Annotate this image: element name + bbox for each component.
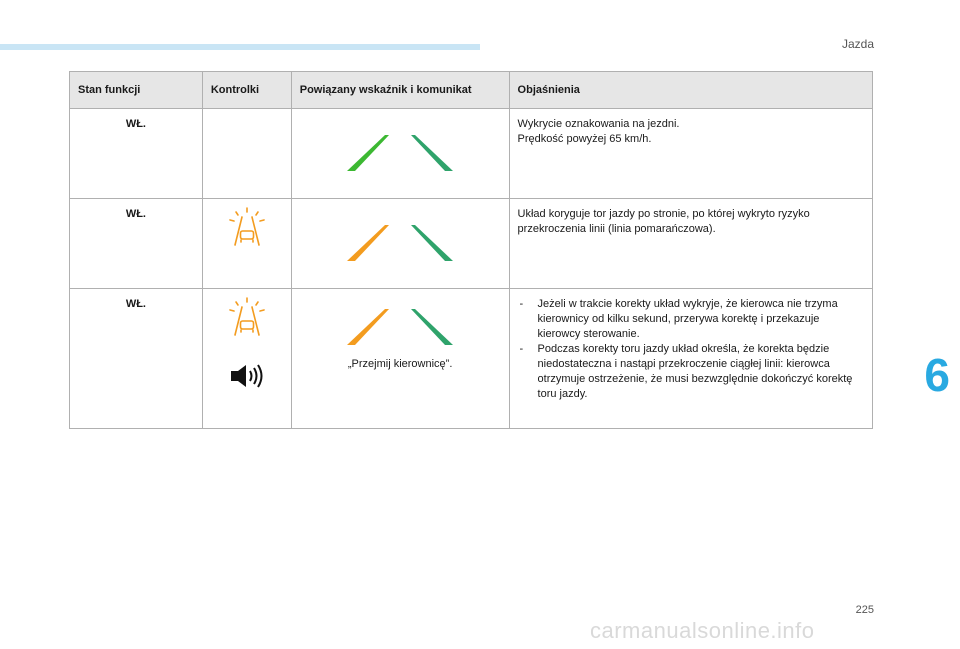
table-row: [70, 289, 873, 429]
indicator-cell: [202, 199, 291, 289]
lane-lines-cell: [291, 289, 509, 429]
header-related-indicator: Powiązany wskaźnik i komunikat: [291, 72, 509, 109]
state-cell: WŁ.: [70, 109, 203, 199]
chapter-number: 6: [924, 349, 950, 401]
state-cell: WŁ.: [70, 289, 203, 429]
header-state: Stan funkcji: [70, 72, 203, 109]
lane-lines-icon: [345, 133, 455, 173]
state-cell: WŁ.: [70, 199, 203, 289]
indicator-cell: [202, 289, 291, 429]
speaker-sound-icon: [229, 363, 265, 389]
lane-lines-icon: [345, 307, 455, 347]
explanation-cell: [509, 109, 872, 199]
explanation-list: [518, 297, 864, 402]
lane-lines-cell: [291, 109, 509, 199]
header-accent-bar: [0, 44, 480, 50]
page-number: 225: [855, 604, 874, 616]
explanation-line: Wykrycie oznakowania na jezdni.: [517, 118, 680, 130]
explanation-cell: [509, 289, 872, 429]
table-row: [70, 109, 873, 199]
section-title: Jazda: [841, 37, 874, 51]
indicator-cell: [202, 109, 291, 199]
lane-keep-warning-icon: [228, 297, 266, 337]
explanation-line: Prędkość powyżej 65 km/h.: [517, 133, 652, 145]
lane-lines-cell: [291, 199, 509, 289]
header-explanation: Objaśnienia: [509, 72, 872, 109]
header-indicators: Kontrolki: [202, 72, 291, 109]
lane-lines-icon: [345, 223, 455, 263]
explanation-cell: [509, 199, 872, 289]
warning-message: „Przejmij kierownicę”.: [347, 358, 453, 370]
watermark: carmanualsonline.info: [590, 618, 815, 643]
explanation-line: Układ koryguje tor jazdy po stronie, po której wykryto ryzyko przekroczenia linii (linia pomarańczowa).: [517, 208, 810, 235]
table-header-row: [70, 72, 873, 109]
lane-keep-warning-icon: [228, 207, 266, 247]
list-item: - Jeżeli w trakcie korekty układ wykryje, że kierowca nie trzyma kierownicy od kilku sekund, przerywa korektę i przekazuje kierowcy sterowanie.: [518, 297, 864, 342]
table-row: [70, 199, 873, 289]
list-item: - Podczas korekty toru jazdy układ określa, że korekta będzie niedostateczna i nastąpi przekroczenie ciągłej linii: kierowca otrzymuje ostrzeżenie, że musi bezwzględnie dokończyć korektę toru jazdy.: [518, 342, 864, 402]
lane-assist-table: [69, 71, 873, 429]
